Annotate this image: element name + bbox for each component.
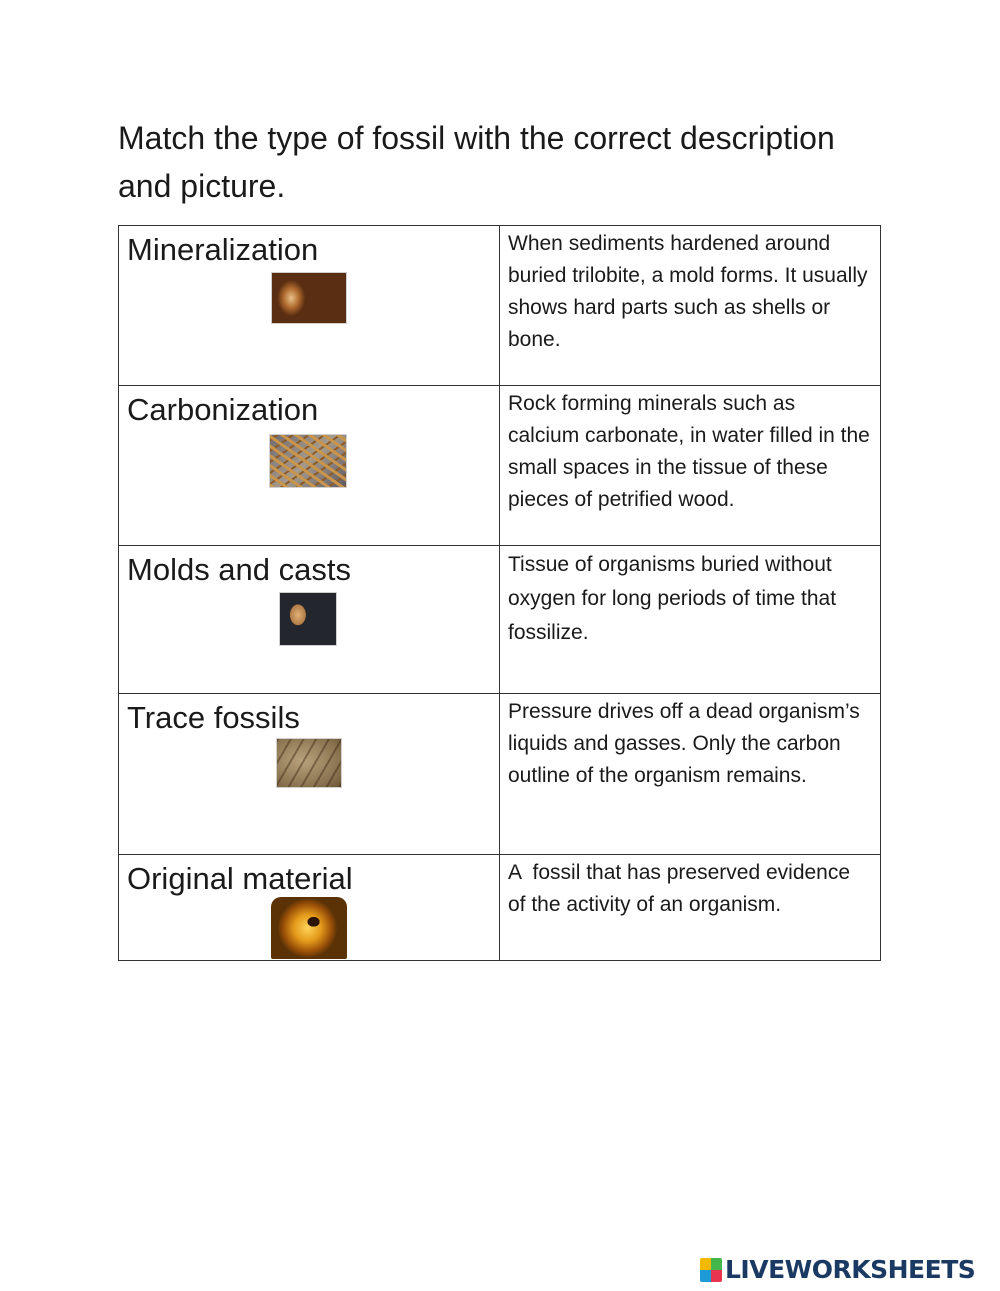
table-row bbox=[119, 386, 881, 546]
table-row bbox=[119, 226, 881, 386]
fossil-type-label: Mineralization bbox=[127, 232, 319, 267]
description-cell bbox=[500, 855, 881, 961]
fern-fossil-image bbox=[269, 434, 347, 488]
fossil-type-cell bbox=[119, 386, 500, 546]
fossil-type-label: Trace fossils bbox=[127, 700, 300, 735]
table-row bbox=[119, 546, 881, 694]
trilobite-mold-image bbox=[279, 592, 337, 646]
brand-name: LIVEWORKSHEETS bbox=[725, 1255, 976, 1284]
description-text: When sediments hardened around buried trilobite, a mold forms. It usually shows hard parts such as shells or bone. bbox=[508, 232, 868, 351]
petrified-wood-image bbox=[271, 272, 347, 324]
description-text: A fossil that has preserved evidence of the activity of an organism. bbox=[508, 861, 856, 916]
liveworksheets-logo bbox=[700, 1256, 975, 1284]
liveworksheets-logo-icon bbox=[700, 1258, 722, 1282]
description-cell bbox=[500, 386, 881, 546]
matching-table bbox=[118, 225, 881, 961]
description-cell bbox=[500, 226, 881, 386]
instruction-line-2: and picture. bbox=[118, 168, 286, 204]
table-row bbox=[119, 855, 881, 961]
description-text: Tissue of organisms buried without oxygen for long periods of time that fossilize. bbox=[508, 553, 837, 644]
worksheet-instruction bbox=[118, 114, 898, 210]
description-cell bbox=[500, 694, 881, 855]
fossil-type-cell bbox=[119, 694, 500, 855]
description-text: Rock forming minerals such as calcium carbonate, in water filled in the small spaces in the tissue of these pieces of petrified wood. bbox=[508, 392, 870, 511]
fossil-type-cell bbox=[119, 226, 500, 386]
fossil-type-label: Carbonization bbox=[127, 392, 319, 427]
description-text: Pressure drives off a dead organism’s liquids and gasses. Only the carbon outline of the organism remains. bbox=[508, 700, 860, 787]
fossil-type-cell bbox=[119, 546, 500, 694]
fossil-type-label: Original material bbox=[127, 861, 353, 896]
instruction-line-1: Match the type of fossil with the correct description bbox=[118, 120, 835, 156]
description-cell bbox=[500, 546, 881, 694]
footprint-tracks-image bbox=[276, 738, 342, 788]
table-row bbox=[119, 694, 881, 855]
fossil-type-cell bbox=[119, 855, 500, 961]
insect-in-amber-image bbox=[271, 897, 347, 959]
fossil-type-label: Molds and casts bbox=[127, 552, 351, 587]
